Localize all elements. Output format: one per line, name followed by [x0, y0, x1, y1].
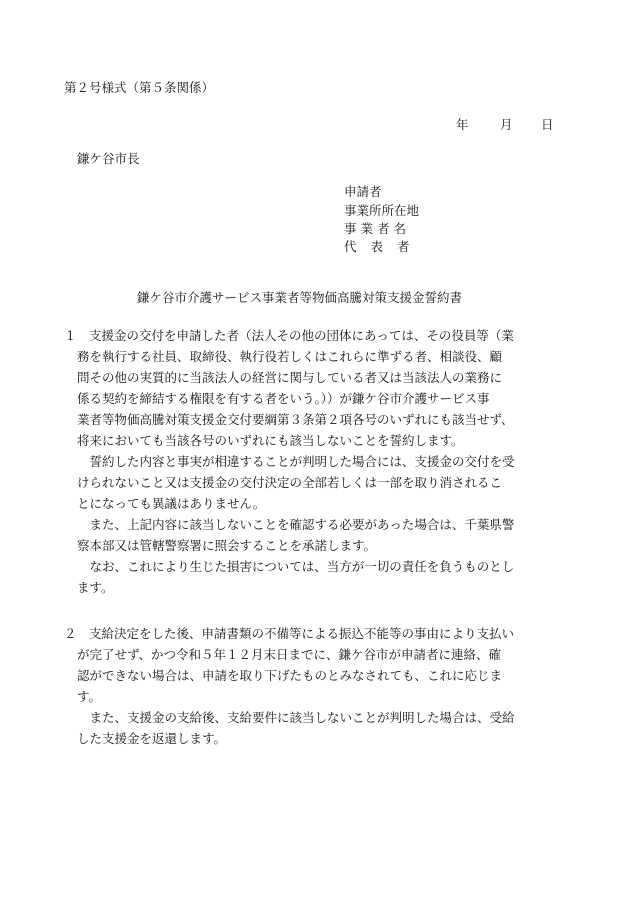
section-1-line: なお、これにより生じた損害については、当方が一切の責任を負うものとし [77, 559, 515, 574]
section-2-line: ２ 支給決定をした後、申請書類の不備等による振込不能等の事由により支払い [64, 626, 515, 641]
date-month: 月 [500, 117, 513, 132]
date-day: 日 [541, 117, 554, 132]
section-1-line: 将来においても当該各号のいずれにも該当しないことを誓約します。 [77, 433, 464, 448]
section-2-line: した支援金を返還します。 [77, 731, 227, 746]
section-1-line: とになっても異議はありません。 [77, 496, 266, 511]
office-location-label: 事業所所在地 [344, 203, 420, 218]
section-1-line: 誓約した内容と事実が相違することが判明した場合には、支援金の交付を受 [77, 454, 515, 469]
section-1-line: けられないこと又は支援金の交付決定の全部若しくは一部を取り消されるこ [77, 475, 503, 490]
section-1-line: 務を執行する社員、取締役、執行役若しくはこれらに準ずる者、相談役、顧 [77, 349, 503, 364]
business-name-label: 事業者名 [344, 221, 411, 236]
addressee: 鎌ケ谷市長 [77, 151, 140, 166]
section-2-line: が完了せず、かつ令和５年１２月末日までに、鎌ケ谷市が申請者に連絡、確 [77, 647, 502, 662]
applicant-heading: 申請者 [344, 184, 382, 199]
section-2-line: す。 [77, 689, 102, 704]
section-1-line: ます。 [77, 580, 114, 595]
section-1-line: 察本部又は管轄警察署に照会することを承諾します。 [77, 538, 377, 553]
document-title: 鎌ケ谷市介護サービス事業者等物価高騰対策支援金誓約書 [137, 290, 463, 305]
section-1-line: また、上記内容に該当しないことを確認する必要があった場合は、千葉県警 [77, 517, 515, 532]
section-1-line: 係る契約を締結する権限を有する者をいう。））が鎌ケ谷市介護サービス事 [77, 391, 490, 406]
date-year: 年 [456, 117, 469, 132]
section-1-line: 業者等物価高騰対策支援金交付要綱第３条第２項各号のいずれにも該当せず、 [77, 412, 514, 427]
section-2-line: また、支援金の支給後、支給要件に該当しないことが判明した場合は、受給 [77, 710, 515, 725]
representative-label: 代表者 [344, 239, 424, 254]
section-1-line: 問その他の実質的に当該法人の経営に関与している者又は当該法人の業務に [77, 370, 503, 385]
form-label: 第２号様式（第５条関係） [64, 80, 215, 95]
section-2-line: 認ができない場合は、申請を取り下げたものとみなされても、これに応じま [77, 668, 503, 683]
section-1-line: １ 支援金の交付を申請した者（法人その他の団体にあっては、その役員等（業 [64, 328, 514, 343]
